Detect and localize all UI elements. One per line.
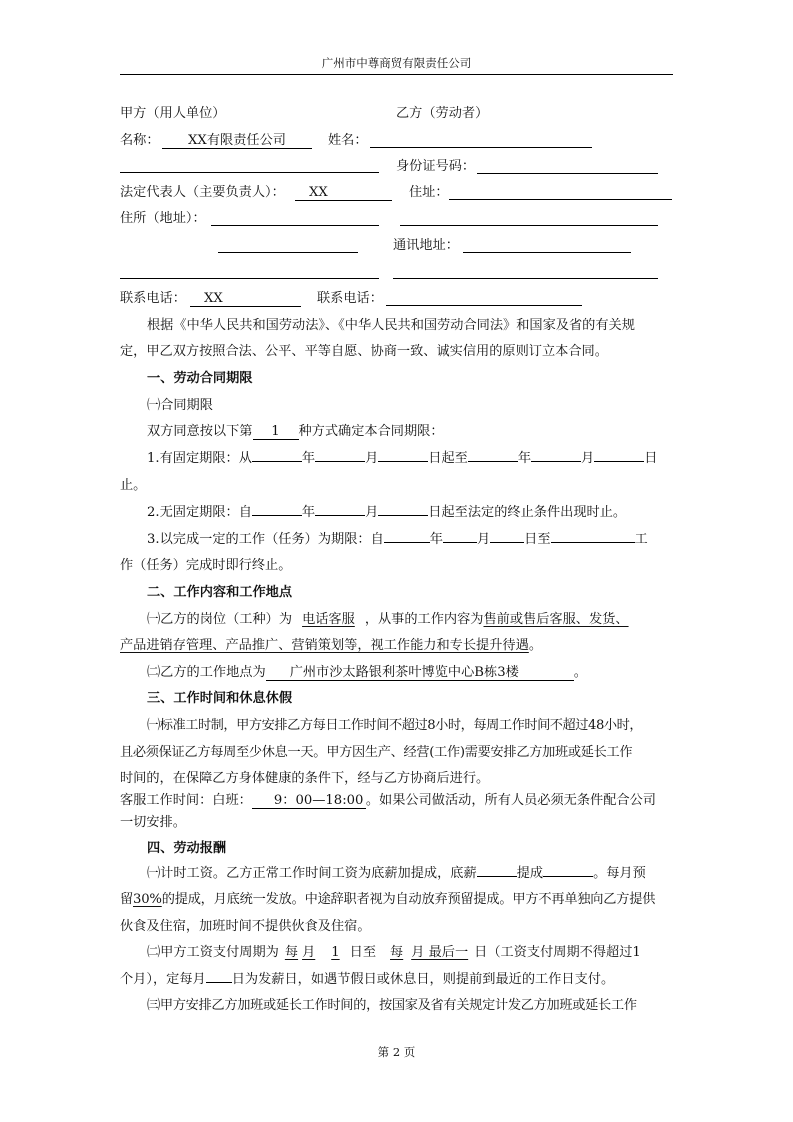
pay-cycle-every-2: 每 <box>390 945 404 960</box>
blank <box>378 461 428 462</box>
month-label: 月 <box>476 532 491 547</box>
month-label: 月 <box>365 505 379 520</box>
party-a-blank-line-2 <box>120 278 379 279</box>
party-b-id-line <box>477 173 658 174</box>
blank <box>315 515 365 516</box>
blank <box>543 876 593 877</box>
pay-base-label: ㈠计时工资。乙方正常工作时间工资为底薪加提成，底薪 <box>147 866 477 881</box>
party-b-phone-label: 联系电话： <box>317 291 383 306</box>
section-4-title: 四、劳动报酬 <box>147 841 227 856</box>
party-b-mail-line <box>463 252 631 253</box>
intro-line-1: 根据《中华人民共和国劳动法》、《中华人民共和国劳动合同法》和国家及省的有关规 <box>147 318 635 333</box>
pay-cycle-to: 日至 <box>349 945 377 960</box>
party-b-phone-line <box>386 305 582 306</box>
year-label: 年 <box>429 532 443 547</box>
year-label: 年 <box>301 505 316 520</box>
reserve-text: 的提成，月底统一发放。中途辞职者视为自动放弃预留提成。甲方不再单独向乙方提供 <box>161 892 656 907</box>
service-hours-line-2: 一切安排。 <box>120 815 186 830</box>
reserve-percent: 30% <box>133 892 162 907</box>
term-choice-b: 种方式确定本合同期限： <box>298 424 444 439</box>
party-b-addr-line-2 <box>400 225 658 226</box>
pay-cycle-day-1: 1 <box>331 945 340 960</box>
party-a-rep-value: XX <box>295 185 392 201</box>
party-a-blank-line <box>120 172 379 173</box>
party-b-title: 乙方（劳动者） <box>396 106 489 121</box>
term-choice-a: 双方同意按以下第 <box>147 424 253 439</box>
section-1-title: 一、劳动合同期限 <box>147 371 253 386</box>
section-1-sub: ㈠合同期限 <box>147 398 213 413</box>
blank <box>490 542 524 543</box>
party-b-id-label: 身份证号码： <box>396 159 476 174</box>
page-number: 第 2 页 <box>377 1045 416 1059</box>
party-a-phone-label: 联系电话： <box>120 291 186 306</box>
pay-cycle-line-2 <box>120 972 675 988</box>
term-choice-value: 1 <box>253 424 299 440</box>
job-content-label: ，从事的工作内容为 <box>364 612 484 627</box>
option-3-line-2: 作（任务）完成时即行终止。 <box>120 558 292 573</box>
month-label: 月 <box>365 451 379 466</box>
pay-cycle-month-1: 月 <box>302 945 316 960</box>
option-2-line <box>120 505 675 521</box>
blank <box>378 515 428 516</box>
pay-line-2 <box>120 892 675 908</box>
party-a-rep-field <box>295 185 392 201</box>
job-line-end: 。 <box>528 638 542 653</box>
workplace-value: 广州市沙太路银利茶叶博览中心B栋3楼 <box>266 665 574 681</box>
job-line <box>120 612 675 628</box>
hours-line-1: ㈠标准工时制，甲方安排乙方每日工作时间不超过8小时，每周工作时间不超过48小时， <box>147 718 643 733</box>
party-a-title: 甲方（用人单位） <box>120 106 226 121</box>
party-a-addr-label: 住所（地址）： <box>120 211 206 226</box>
payday-label: 个月），定每月 <box>120 972 206 987</box>
option-2-tail: 日起至法定的终止条件出现时止。 <box>428 505 627 520</box>
option-3-label: 3.以完成一定的工作（任务）为期限：自 <box>147 532 384 547</box>
job-content-value-2: 产品进销存管理、产品推广、营销策划等，视工作能力和专长提升待遇 <box>120 638 529 653</box>
blank <box>477 876 517 877</box>
day-label: 日 <box>644 451 658 466</box>
party-b-mail-label: 通讯地址： <box>393 238 459 253</box>
blank <box>468 461 518 462</box>
page-header: 广州市中尊商贸有限责任公司 <box>120 52 673 75</box>
workplace-label: ㈡乙方的工作地点为 <box>147 665 266 680</box>
party-a-name-label: 名称： <box>120 133 160 148</box>
party-b-name-line <box>370 147 592 148</box>
blank <box>531 461 581 462</box>
pay-line-1-tail: 。每月预 <box>593 866 646 881</box>
job-line-2 <box>120 638 675 654</box>
party-a-addr-line-2 <box>218 252 358 253</box>
option-1-line <box>120 451 675 467</box>
reserve-label: 留 <box>120 892 133 907</box>
service-hours-tail: 。如果公司做活动，所有人员必须无条件配合公司 <box>365 793 656 808</box>
blank <box>551 542 635 543</box>
workplace-end: 。 <box>573 665 587 680</box>
option-1-line-2: 止。 <box>120 478 147 493</box>
pay-cycle-every-1: 每 <box>284 945 299 960</box>
party-a-phone-value: XX <box>190 291 301 307</box>
year-label: 年 <box>517 451 532 466</box>
pay-cycle-tail: 日（工资支付周期不得超过1 <box>474 945 641 960</box>
party-b-addr-line <box>449 199 672 200</box>
party-b-blank-line <box>393 278 658 279</box>
job-post-value: 电话客服 <box>302 612 355 627</box>
payday-text: 日为发薪日，如遇节假日或休息日，则提前到最近的工作日支付。 <box>231 972 615 987</box>
intro-line-2: 定，甲乙双方按照合法、公平、平等自愿、协商一致、诚实信用的原则订立本合同。 <box>120 344 608 359</box>
option-3-line <box>120 532 675 548</box>
service-hours-value: 9：00—18:00 <box>252 793 366 809</box>
party-a-rep-label: 法定代表人（主要负责人）： <box>120 185 285 200</box>
pay-cycle-label: ㈡甲方工资支付周期为 <box>147 945 279 960</box>
workplace-line <box>120 665 675 681</box>
party-a-addr-line <box>211 225 379 226</box>
option-3-mid: 日至 <box>524 532 551 547</box>
pay-cycle-last-day: 月 最后一 <box>411 945 469 960</box>
blank <box>206 982 232 983</box>
option-1-mid: 日起至 <box>428 451 468 466</box>
service-hours-label: 客服工作时间：白班： <box>120 793 252 808</box>
blank <box>384 542 430 543</box>
hours-line-3: 时间的，在保障乙方身体健康的条件下，经与乙方协商后进行。 <box>120 771 490 786</box>
pay-line-3: 伙食及住宿，加班时间不提供伙食及住宿。 <box>120 919 371 934</box>
pay-cycle-line <box>120 945 675 961</box>
party-a-name-value: XX有限责任公司 <box>162 133 312 149</box>
service-hours-line <box>120 793 675 809</box>
option-3-tail: 工 <box>634 532 648 547</box>
month-label: 月 <box>581 451 595 466</box>
party-b-addr-label: 住址： <box>409 185 449 200</box>
job-content-value: 售前或售后客服、发货、 <box>483 612 629 627</box>
blank <box>594 461 644 462</box>
party-a-name-field <box>162 133 312 149</box>
pay-commission-label: 提成 <box>516 866 544 881</box>
pay-line-1 <box>120 866 675 882</box>
party-b-name-label: 姓名： <box>328 133 368 148</box>
blank <box>315 461 365 462</box>
blank <box>252 515 302 516</box>
year-label: 年 <box>301 451 316 466</box>
section-3-title: 三、工作时间和休息休假 <box>147 691 293 706</box>
option-1-label: 1.有固定期限：从 <box>147 451 252 466</box>
party-a-phone-field <box>190 291 301 307</box>
job-label: ㈠乙方的岗位（工种）为 <box>147 612 293 627</box>
option-2-label: 2.无固定期限：自 <box>147 505 252 520</box>
term-choice-line <box>120 424 675 440</box>
hours-line-2: 且必须保证乙方每周至少休息一天。甲方因生产、经营(工作)需要安排乙方加班或延长工作 <box>120 745 633 760</box>
blank <box>252 461 302 462</box>
section-2-title: 二、工作内容和工作地点 <box>147 585 293 600</box>
blank <box>443 542 477 543</box>
overtime-line: ㈢甲方安排乙方加班或延长工作时间的，按国家及省有关规定计发乙方加班或延长工作 <box>147 998 637 1013</box>
